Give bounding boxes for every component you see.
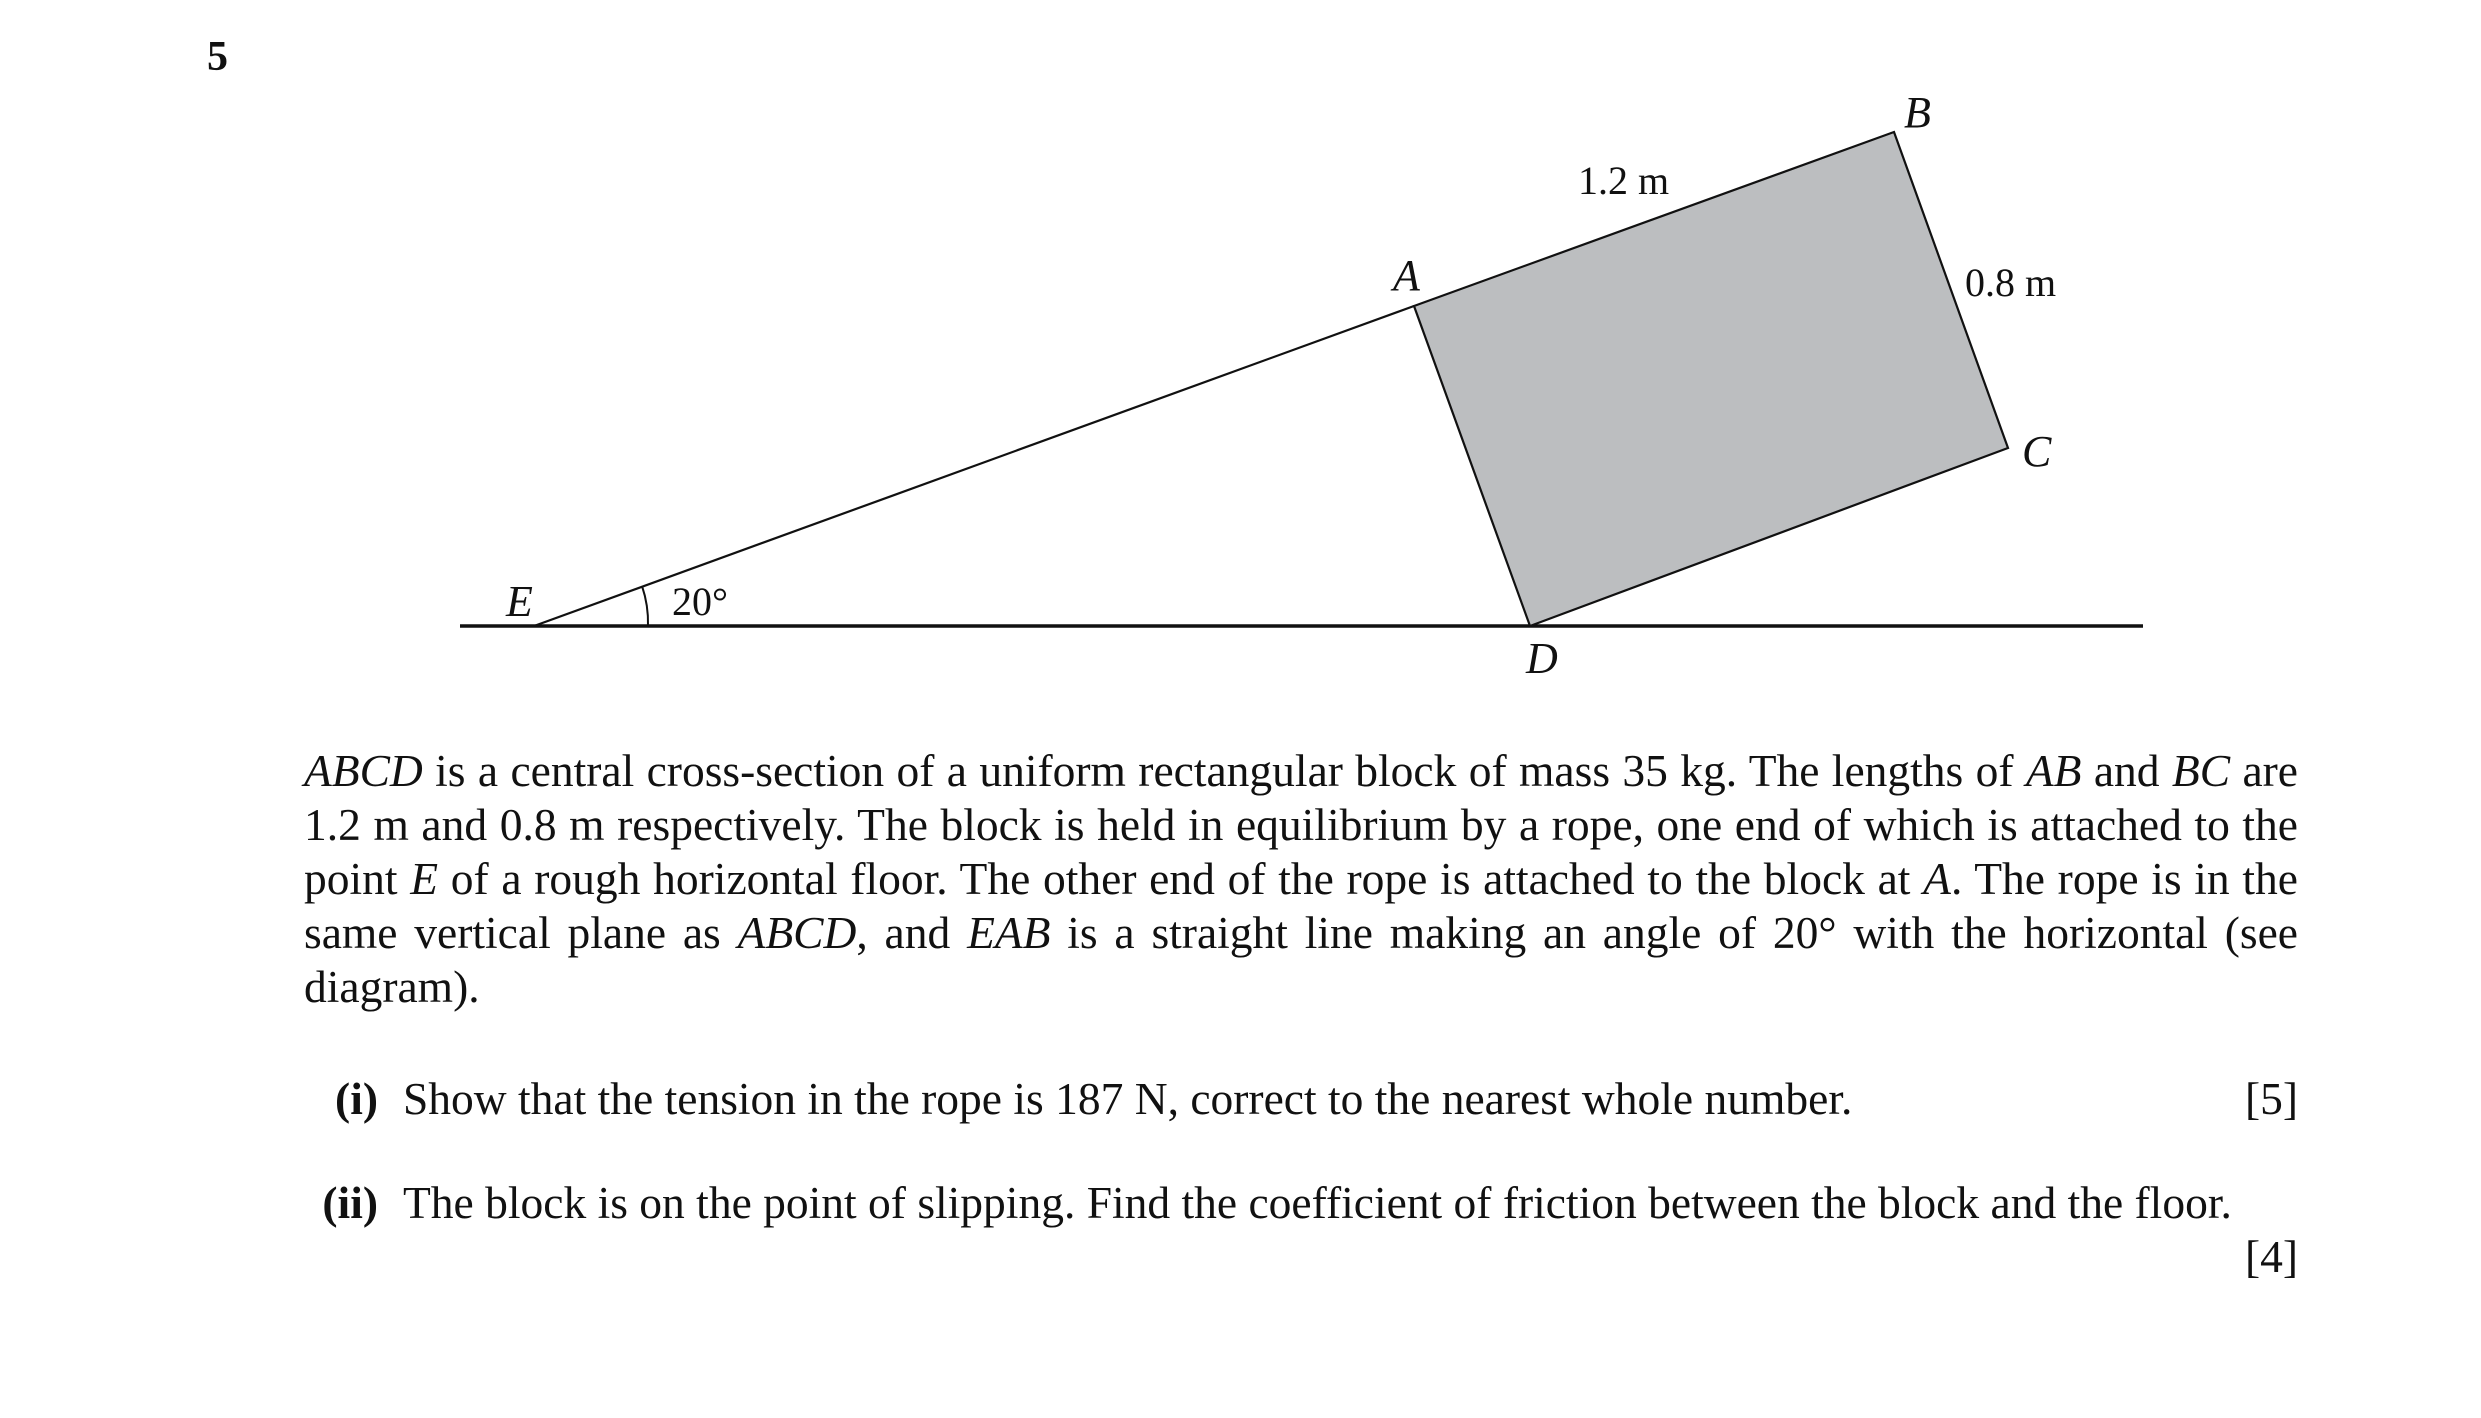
label-angle: 20° bbox=[672, 579, 728, 624]
label-bc-length: 0.8 m bbox=[1965, 260, 2057, 305]
stem-text-7: is a straight line making an angle of 20° with the horizontal (see diagram). bbox=[304, 907, 2298, 1012]
stem-text-2: and bbox=[2081, 745, 2172, 796]
label-point-d: D bbox=[1526, 634, 1558, 683]
stem-e: E bbox=[410, 853, 439, 904]
stem-abcd-2: ABCD bbox=[737, 907, 857, 958]
label-ab-length: 1.2 m bbox=[1578, 158, 1670, 203]
stem-text-5: . The rope is in the same vertical plane as bbox=[304, 853, 2298, 958]
part-ii-marks: [4] bbox=[2244, 1231, 2298, 1282]
rope-line bbox=[534, 306, 1414, 626]
label-point-c: C bbox=[2022, 427, 2052, 476]
part-i-text: Show that the tension in the rope is 187 N, correct to the nearest whole number. bbox=[403, 1073, 1853, 1124]
part-ii-label: (ii) bbox=[322, 1177, 378, 1228]
part-i-label: (i) bbox=[335, 1073, 378, 1124]
question-part-ii bbox=[0, 1176, 2298, 1296]
label-point-b: B bbox=[1904, 88, 1931, 137]
stem-bc: BC bbox=[2171, 745, 2231, 796]
stem-text-1: is a central cross-section of a uniform rectangular block of mass 35 kg. The lengths of bbox=[422, 745, 2026, 796]
label-point-e: E bbox=[506, 577, 533, 626]
stem-text-3: are 1.2 m and 0.8 m respectively. The block is held in equilibrium by a rope, one end of which is attached to the point bbox=[304, 745, 2298, 904]
part-ii-text: The block is on the point of slipping. Find the coefficient of friction between the block and the floor. bbox=[403, 1177, 2232, 1228]
stem-text-6: , and bbox=[856, 907, 968, 958]
stem-abcd: ABCD bbox=[304, 745, 423, 796]
block-rectangle bbox=[1414, 132, 2008, 626]
angle-arc bbox=[642, 586, 648, 626]
stem-ab: AB bbox=[2025, 745, 2082, 796]
question-part-i bbox=[0, 1072, 2298, 1132]
label-point-a: A bbox=[1393, 251, 1420, 300]
question-stem bbox=[304, 744, 2298, 1014]
stem-eab: EAB bbox=[967, 907, 1051, 958]
question-number: 5 bbox=[207, 34, 228, 80]
stem-text-4: of a rough horizontal floor. The other end of the rope is attached to the block at bbox=[438, 853, 1924, 904]
stem-a: A bbox=[1923, 853, 1951, 904]
part-i-marks: [5] bbox=[2244, 1073, 2298, 1124]
